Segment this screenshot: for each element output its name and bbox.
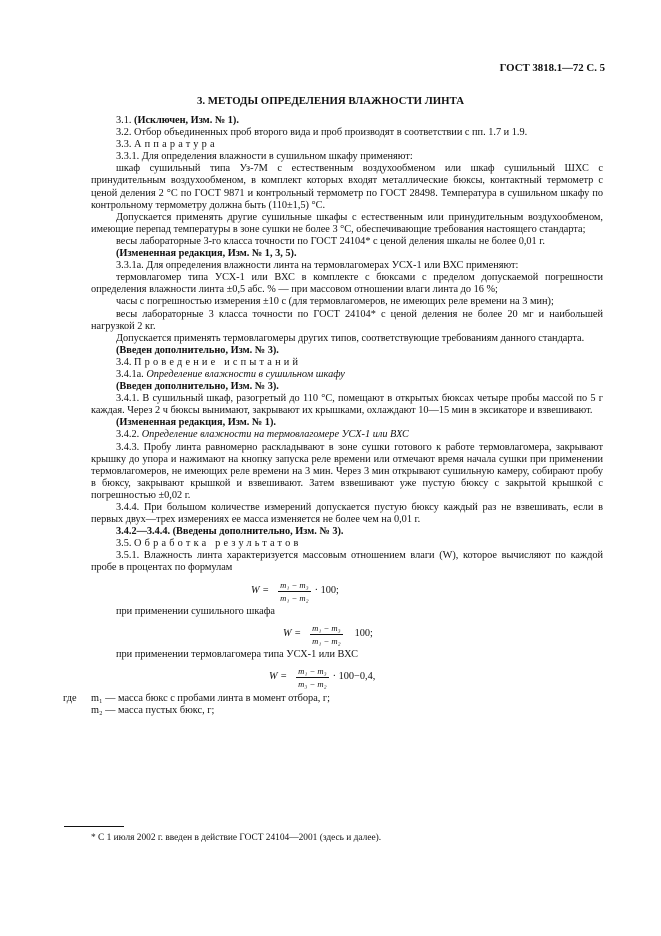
definition-m2: m₂ — масса пустых бюкс, г; (91, 704, 215, 716)
edition-note: (Измененная редакция, Изм. № 1). (116, 417, 276, 429)
clause-3-4-2: 3.4.2. Определение влажности на термовлагомере УСХ-1 или ВХС (116, 429, 409, 441)
variable-definitions: где m₁ — масса бюкс с пробами линта в момент отбора, г; m₂ — масса пустых бюкс, г; (63, 692, 331, 716)
clause-3-3-1a-allowed: Допускается применять термовлагомеры других типов, соответствующие требованиям данного стандарта. (116, 332, 585, 344)
clause-3-3: 3.3. Аппаратура (116, 139, 218, 151)
edition-note: (Введен дополнительно, Изм. № 3). (116, 381, 279, 393)
document-body (63, 115, 603, 717)
clause-3-4-3: 3.4.3. Пробу линта равномерно раскладывают в зоне сушки готового к работе термовлагомера, закрывают крышку до упора и нажимают на кнопку запуска реле времени или отмечают время начала сушки при применении термовлагомеров, не имеющих реле времени на 3 мин. Через 3 мин открывают сушильную камеру, собирают пробу в бюксу, закрывают крышкой и взвешивают. Затем взвешивают уже пустую бюксу с закрытой крышкой с погрешностью ±0,02 г. (91, 441, 603, 501)
formula-caption: при применении термовлагомера типа УСХ-1 или ВХС (116, 648, 359, 660)
clause-3-3-1-allowed: Допускается применять другие сушильные шкафы с естественным или принудительным воздухообменом, имеющие перепад температуры в зоне сушки не более 3 °С, обеспечивающие требования настоящего стандарта; (91, 211, 603, 235)
clause-3-3-1: 3.3.1. Для определения влажности в сушильном шкафу применяют: (116, 151, 413, 163)
clause-3-3-1a-clock: часы с погрешностью измерения ±10 с (для термовлагомеров, не имеющих реле времени на 3 мин); (116, 296, 554, 308)
clause-3-3-1a-meter: термовлагомер типа УСХ-1 или ВХС в комплекте с бюксами с пределом допускаемой погрешности определения влажности линта ±0,5 абс. % — при массовом отношении влаги линта до 16 %; (91, 272, 603, 296)
clause-3-5-1: 3.5.1. Влажность линта характеризуется массовым отношением влаги (W), которое вычисляют по каждой пробе в процентах по формулам (91, 550, 603, 574)
clause-3-3-1a: 3.3.1а. Для определения влажности линта на термовлагомерах УСХ-1 или ВХС применяют: (116, 260, 519, 272)
clause-3-1: 3.1. (Исключен, Изм. № 1). (116, 115, 239, 126)
formula-2: W = $\frac{\text{m₁ − m₃}}{\text{m₁ − m₂}}$ 100; (283, 622, 373, 646)
page-header: ГОСТ 3818.1—72 С. 5 (499, 62, 605, 74)
edition-note: (Введен дополнительно, Изм. № 3). (116, 344, 279, 356)
clause-3-4-1a: 3.4.1а. Определение влажности в сушильном шкафу (116, 368, 345, 380)
footnote-separator (64, 826, 124, 827)
clause-3-3-1-scales: весы лабораторные 3-го класса точности по ГОСТ 24104* с ценой деления шкалы не более 0,01 г. (116, 235, 545, 247)
clause-3-3-1a-scales: весы лабораторные 3 класса точности по ГОСТ 24104* с ценой деления не более 20 мг и наибольшей нагрузкой 2 кг. (91, 308, 603, 332)
footnote: * С 1 июля 2002 г. введен в действие ГОСТ 24104—2001 (здесь и далее). (91, 833, 382, 843)
formula-caption: при применении сушильного шкафа (116, 605, 275, 617)
formula-3: W = $\frac{\text{m₁ − m₃}}{\text{m₃ − m₂}}$ · 100−0,4, (269, 665, 376, 689)
clause-3-5: 3.5. Обработка результатов (116, 538, 302, 550)
section-title: 3. МЕТОДЫ ОПРЕДЕЛЕНИЯ ВЛАЖНОСТИ ЛИНТА (196, 95, 465, 107)
clause-3-3-1-cabinet: шкаф сушильный типа Уз-7М с естественным воздухообменом или шкаф сушильный ШХС с принудительным воздухообменом, в комплект которых входят металлические бюксы, контактный термометр с ценой деления 2 °С по ГОСТ 9871 и контрольный термометр по ГОСТ 28498. Температура в сушильном шкафу по контрольному термометру должна быть (110±1,5) °С. (91, 163, 603, 211)
clause-3-2: 3.2. Отбор объединенных проб второго вида и проб производят в соответствии с пп. 1.7 и 1.9. (116, 127, 528, 139)
clause-3-4-4: 3.4.4. При большом количестве измерений допускается пустую бюксу каждый раз не взвешивать, если в первых двух—трех измерениях ее масса изменяется не более чем на 0,01 г. (91, 502, 603, 526)
formula-1: W = $\frac{\text{m₁ − m₃}}{\text{m₁ − m₂}}$ · 100; (251, 579, 339, 603)
clause-3-4: 3.4. Проведение испытаний (116, 356, 302, 368)
edition-note: 3.4.2—3.4.4. (Введены дополнительно, Изм. № 3). (116, 526, 344, 538)
edition-note: (Измененная редакция, Изм. № 1, 3, 5). (116, 248, 297, 260)
clause-3-4-1: 3.4.1. В сушильный шкаф, разогретый до 110 °С, помещают в открытых бюксах четыре пробы массой по 5 г каждая. Через 2 ч бюксы вынимают, закрывают их крышками, охлаждают 10—15 мин в эксикаторе и взвешивают. (91, 393, 603, 417)
definition-m1: m₁ — масса бюкс с пробами линта в момент отбора, г; (91, 692, 331, 704)
